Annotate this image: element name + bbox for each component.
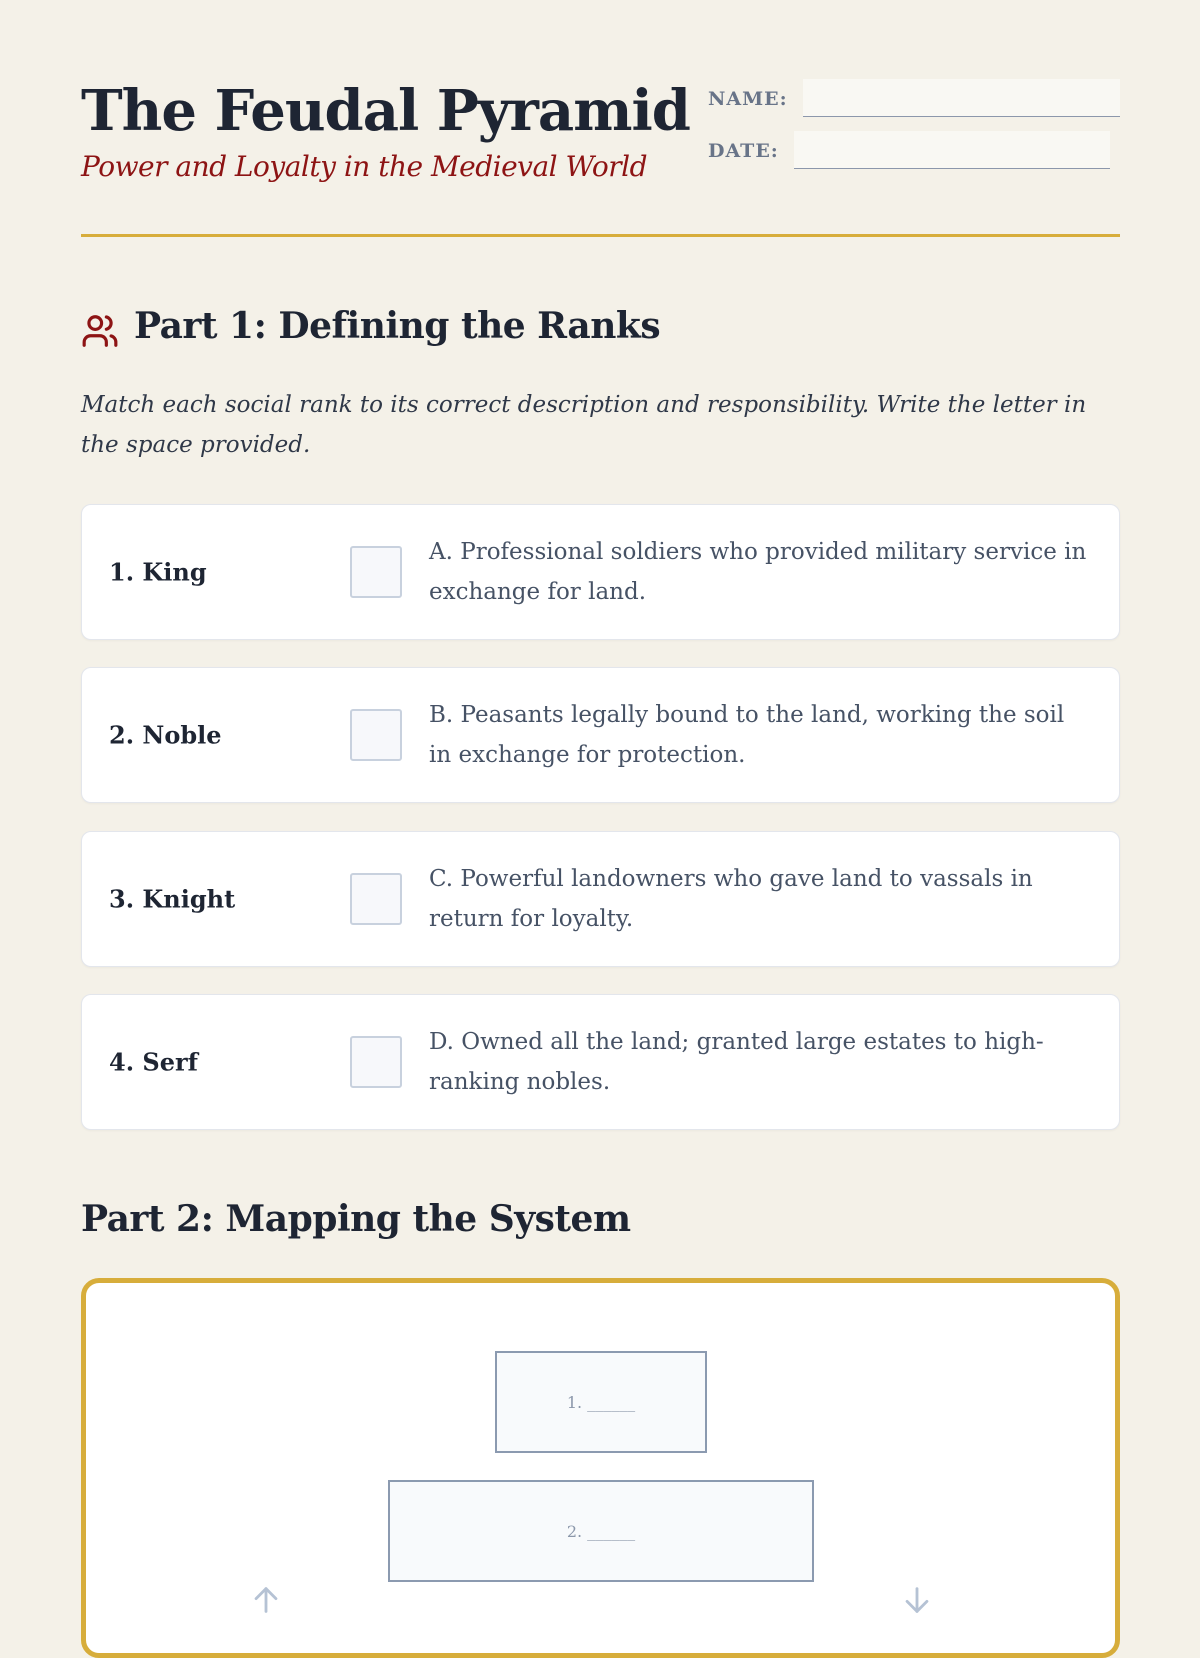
match-card-serf [81,994,1120,1130]
answer-box-serf[interactable] [350,1036,402,1088]
users-icon [81,312,119,350]
rank-description: B. Peasants legally bound to the land, working the soil in exchange for protection. [429,702,1065,768]
name-field[interactable] [803,79,1120,117]
date-field[interactable] [794,131,1110,169]
rank-description: D. Owned all the land; granted large estates to high-ranking nobles. [429,1029,1044,1095]
match-card-king [81,504,1120,640]
pyramid-tier-1[interactable]: 1. ______ [495,1351,707,1453]
rank-description: C. Powerful landowners who gave land to vassals in return for loyalty. [429,866,1033,932]
rank-label: 2. Noble [109,720,222,750]
date-label: DATE: [708,140,779,162]
pyramid-tier-2[interactable]: 2. ______ [388,1480,814,1582]
name-label: NAME: [708,88,788,110]
rank-description: A. Professional soldiers who provided military service in exchange for land. [429,539,1087,605]
match-card-noble [81,667,1120,803]
part2-heading: Part 2: Mapping the System [81,1198,631,1240]
answer-box-noble[interactable] [350,709,402,761]
rank-label: 4. Serf [109,1047,198,1077]
pyramid-diagram [81,1278,1120,1658]
part1-heading: Part 1: Defining the Ranks [134,305,661,347]
answer-box-king[interactable] [350,546,402,598]
header-divider [81,234,1120,237]
part1-instructions: Match each social rank to its correct description and responsibility. Write the letter in the space provided. [81,392,1087,458]
page-title: The Feudal Pyramid [81,78,690,144]
rank-label: 1. King [109,557,207,587]
arrow-down-icon [900,1583,934,1617]
answer-box-knight[interactable] [350,873,402,925]
rank-label: 3. Knight [109,884,236,914]
match-card-knight [81,831,1120,967]
page-subtitle: Power and Loyalty in the Medieval World [81,150,648,183]
arrow-up-icon [249,1583,283,1617]
